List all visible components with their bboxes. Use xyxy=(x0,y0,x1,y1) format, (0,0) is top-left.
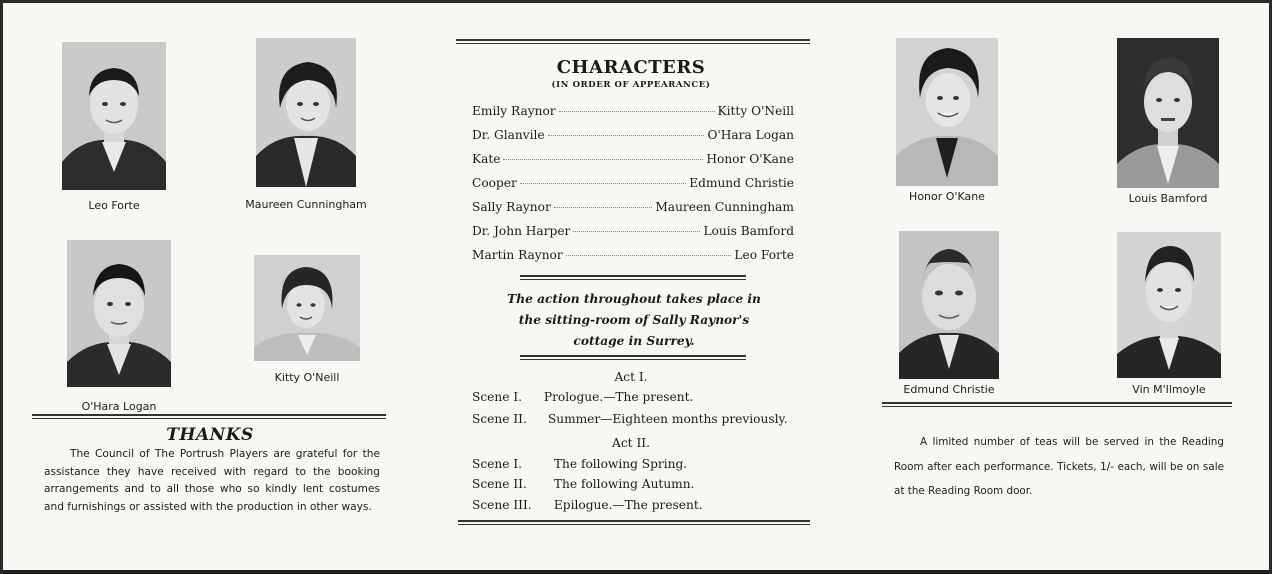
portrait-ohara-logan xyxy=(67,240,171,387)
portrait-maureen-cunningham xyxy=(256,38,356,187)
cast-row xyxy=(472,128,794,146)
portrait-photo-icon xyxy=(256,38,356,187)
scene-line xyxy=(472,390,802,404)
portrait-photo-icon xyxy=(254,255,360,361)
cast-row xyxy=(472,104,794,122)
scene-line xyxy=(472,457,802,471)
page-edge-left xyxy=(0,0,3,574)
setting-line: The action throughout takes place in xyxy=(507,292,761,306)
cast-row xyxy=(472,152,794,170)
scene-text: Prologue.—The present. xyxy=(543,390,694,404)
scene-label: Scene II. xyxy=(472,412,527,426)
portrait-caption: Leo Forte xyxy=(88,199,140,212)
portrait-kitty-oneill xyxy=(254,255,360,361)
portrait-caption: Maureen Cunningham xyxy=(245,198,367,211)
divider-rule xyxy=(32,414,386,419)
portrait-caption: Honor O'Kane xyxy=(909,190,985,203)
setting-line: cottage in Surrey. xyxy=(573,334,695,348)
portrait-caption: Vin M'Ilmoyle xyxy=(1132,383,1206,396)
portrait-photo-icon xyxy=(67,240,171,387)
teas-notice: A limited number of teas will be served in the Reading Room after each performance. Tickets, 1/- each, will be on sale at the Reading Room door. xyxy=(894,436,1224,497)
cast-role: Dr. John Harper xyxy=(472,224,571,238)
portrait-photo-icon xyxy=(899,231,999,379)
cast-actor: Louis Bamford xyxy=(703,224,794,238)
portrait-leo-forte xyxy=(62,42,166,190)
cast-role: Kate xyxy=(472,152,501,166)
divider-rule xyxy=(458,520,810,525)
portrait-caption: Kitty O'Neill xyxy=(274,371,340,384)
portrait-photo-icon xyxy=(1117,232,1221,378)
cast-role: Dr. Glanvile xyxy=(472,128,545,142)
leader-dots xyxy=(566,255,732,256)
scene-label: Scene I. xyxy=(472,390,523,404)
portrait-honor-okane xyxy=(896,38,998,186)
portrait-louis-bamford xyxy=(1117,38,1219,188)
cast-actor: Leo Forte xyxy=(734,248,794,262)
setting-text xyxy=(480,289,788,352)
leader-dots xyxy=(559,111,715,112)
cast-role: Sally Raynor xyxy=(472,200,551,214)
portrait-edmund-christie xyxy=(899,231,999,379)
scene-text: Summer—Eighteen months previously. xyxy=(547,412,788,426)
portrait-photo-icon xyxy=(896,38,998,186)
cast-actor: O'Hara Logan xyxy=(707,128,794,142)
cast-row xyxy=(472,200,794,218)
scene-label: Scene I. xyxy=(472,457,523,471)
page-edge-bottom xyxy=(0,570,1272,574)
act-heading: Act II. xyxy=(612,436,650,450)
scene-label: Scene III. xyxy=(472,498,532,512)
cast-actor: Kitty O'Neill xyxy=(717,104,794,118)
thanks-paragraph: The Council of The Portrush Players are grateful for the assistance they have received with regard to the booking arrangements and to all those who so kindly lent costumes and furnishings or assisted with the production in other ways. xyxy=(44,448,380,513)
divider-rule xyxy=(520,275,746,280)
cast-row xyxy=(472,224,794,242)
scene-line xyxy=(472,498,802,512)
cast-role: Emily Raynor xyxy=(472,104,556,118)
scene-text: Epilogue.—The present. xyxy=(553,498,703,512)
thanks-heading: THANKS xyxy=(166,425,254,445)
leader-dots xyxy=(554,207,653,208)
cast-row xyxy=(472,248,794,266)
cast-row xyxy=(472,176,794,194)
scene-label: Scene II. xyxy=(472,477,527,491)
characters-subheading: (IN ORDER OF APPEARANCE) xyxy=(551,80,711,90)
cast-actor: Honor O'Kane xyxy=(706,152,794,166)
divider-rule xyxy=(520,355,746,360)
leader-dots xyxy=(503,159,703,160)
scene-text: The following Spring. xyxy=(553,457,688,471)
cast-role: Martin Raynor xyxy=(472,248,563,262)
act-heading: Act I. xyxy=(614,370,648,384)
characters-heading: CHARACTERS xyxy=(556,57,706,78)
cast-actor: Maureen Cunningham xyxy=(655,200,794,214)
setting-line: the sitting-room of Sally Raynor's xyxy=(518,313,750,327)
cast-role: Cooper xyxy=(472,176,517,190)
divider-rule xyxy=(882,402,1232,407)
portrait-photo-icon xyxy=(1117,38,1219,188)
leader-dots xyxy=(573,231,700,232)
scene-text: The following Autumn. xyxy=(553,477,695,491)
portrait-caption: Louis Bamford xyxy=(1128,192,1208,205)
leader-dots xyxy=(548,135,705,136)
cast-actor: Edmund Christie xyxy=(689,176,794,190)
scene-line xyxy=(472,412,802,426)
divider-rule xyxy=(456,39,810,44)
portrait-caption: O'Hara Logan xyxy=(81,400,157,413)
portrait-caption: Edmund Christie xyxy=(903,383,995,396)
leader-dots xyxy=(520,183,686,184)
scene-line xyxy=(472,477,802,491)
page-edge-top xyxy=(0,0,1272,3)
portrait-photo-icon xyxy=(62,42,166,190)
portrait-vin-milmoyle xyxy=(1117,232,1221,378)
